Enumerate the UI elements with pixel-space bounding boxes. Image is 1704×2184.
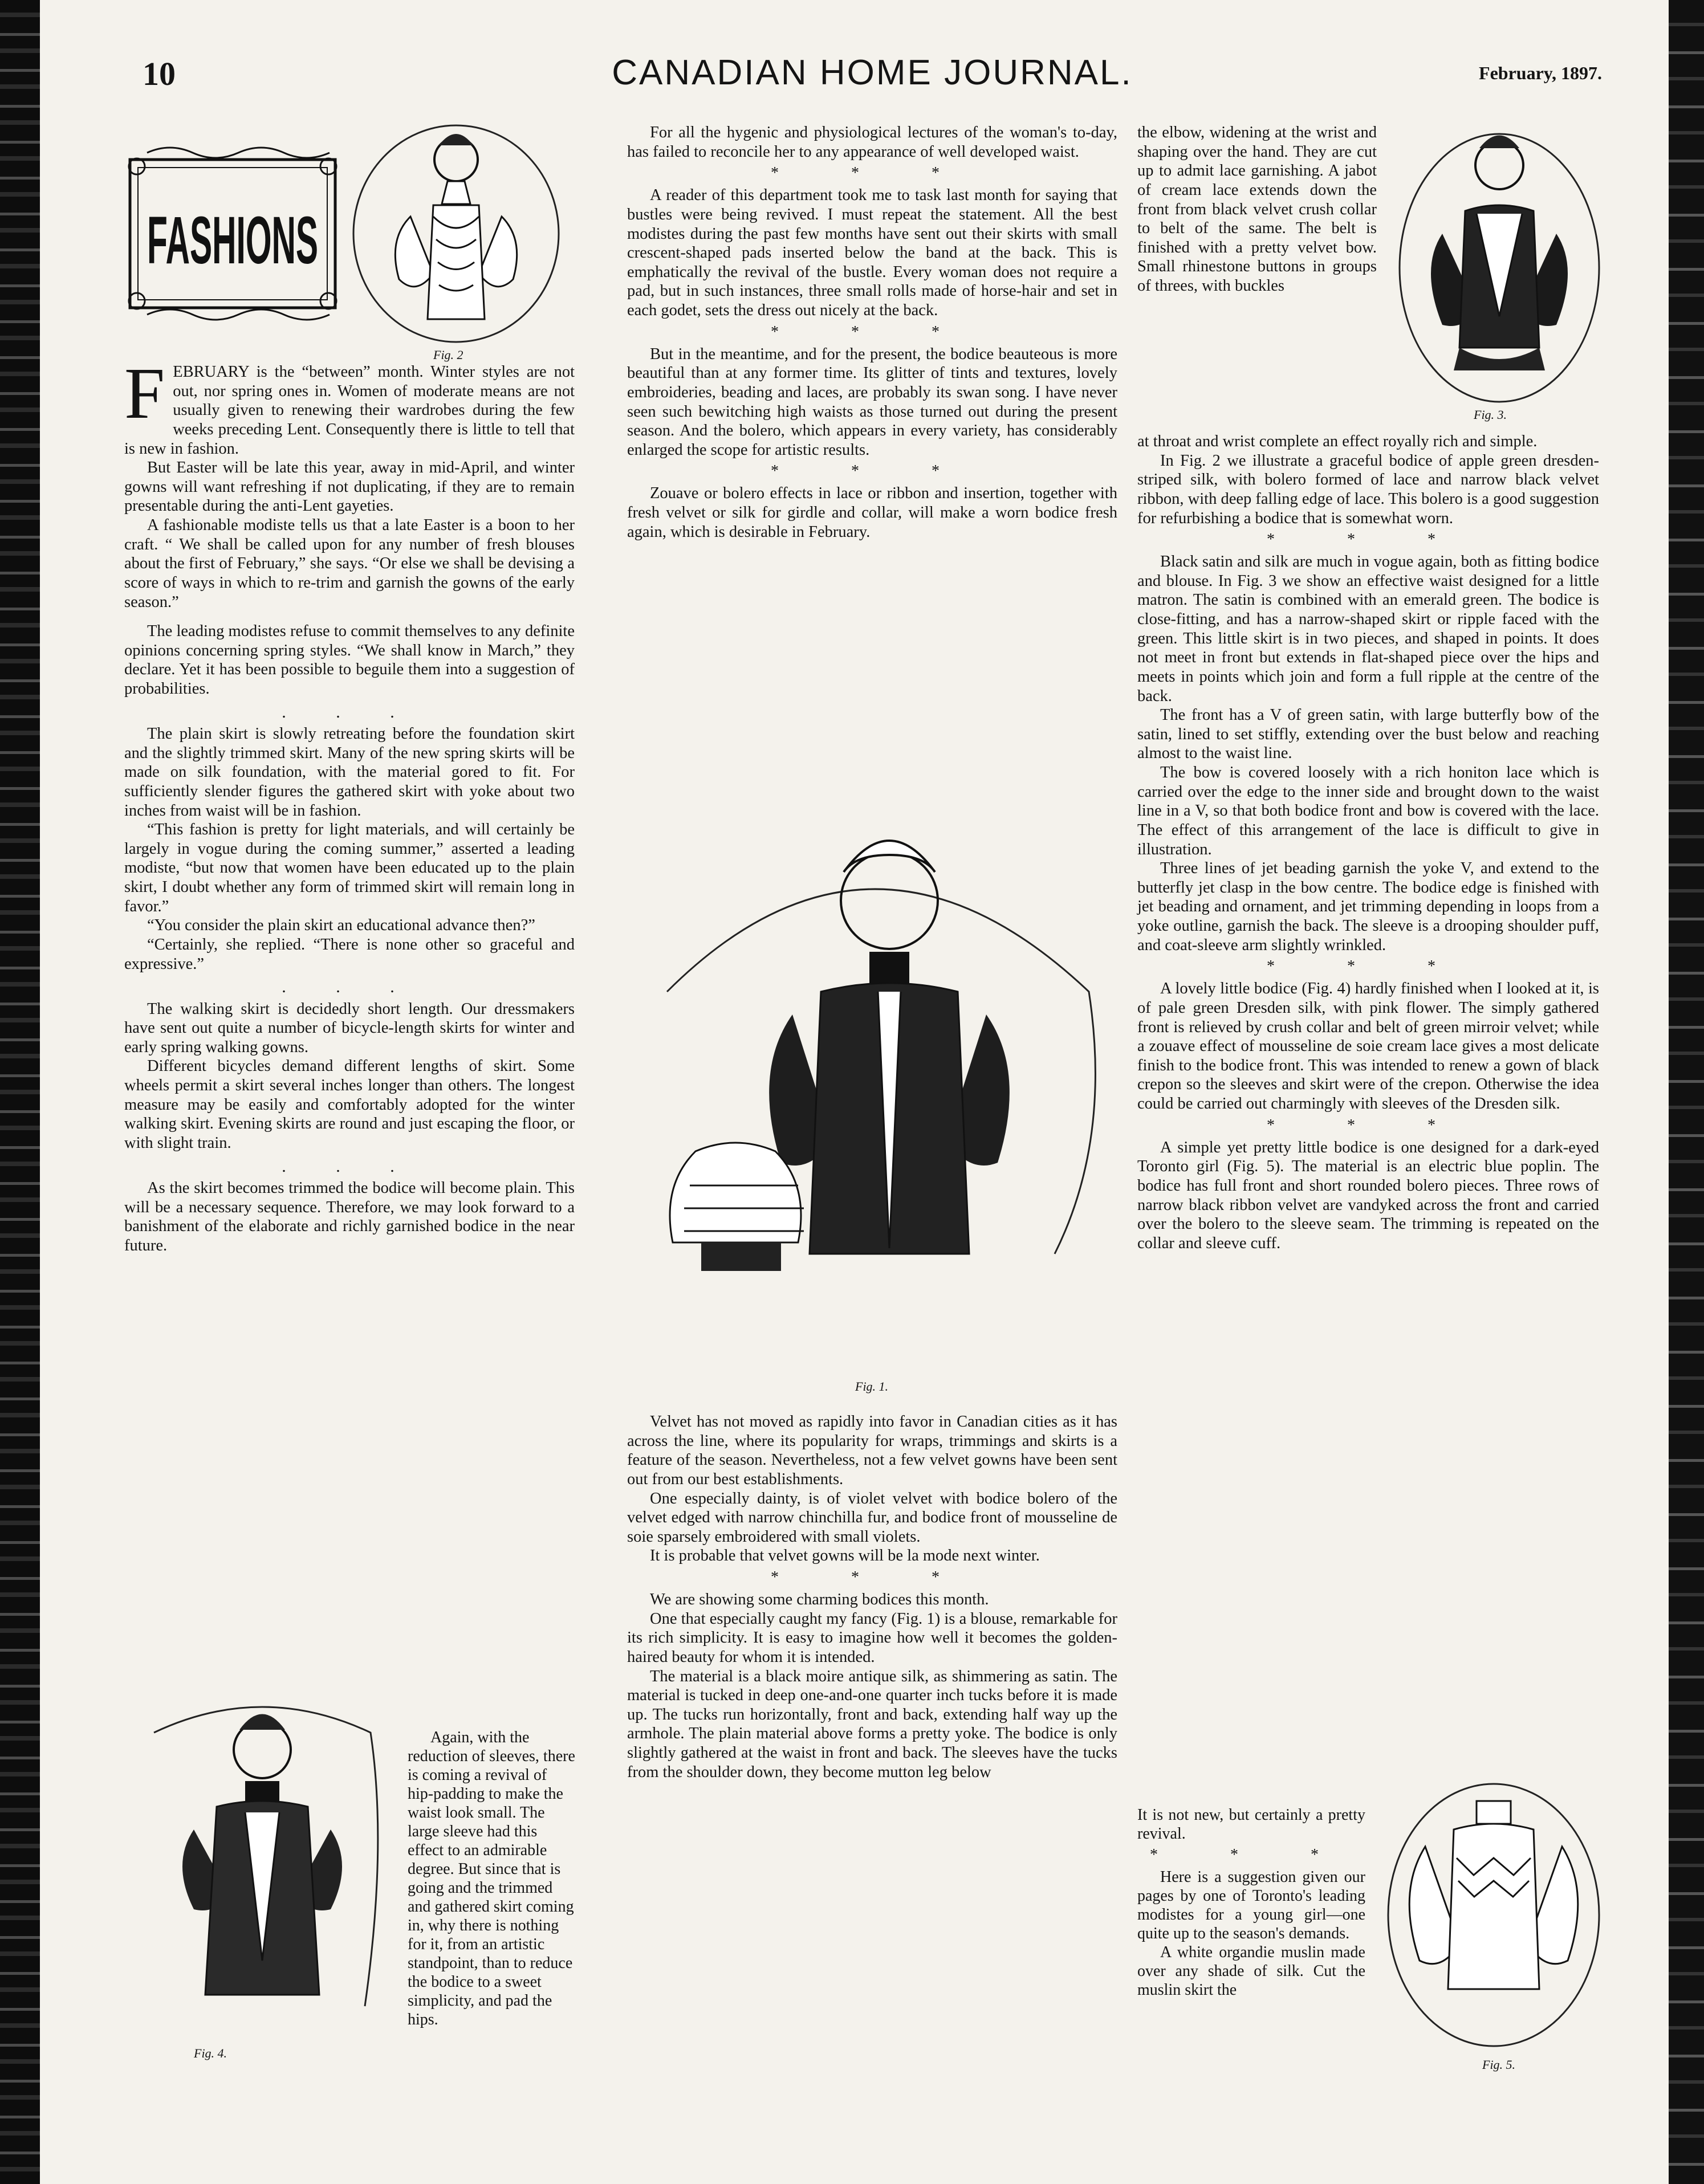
fig2-label: Fig. 2 xyxy=(433,348,463,362)
col1-paragraph-9: The walking skirt is decidedly short length. Our dressmakers have sent out quite a number of bicycle-length skirts for winter and early spring walking gowns. xyxy=(124,1000,575,1056)
col3-paragraph-8-end: It is not new, but certainly a pretty revival. xyxy=(1137,1806,1365,1843)
scan-edge-right xyxy=(1669,0,1704,2184)
col1-paragraph-1: EBRUARY is the “between” month. Winter styles are not out, nor spring ones in. Women of moderate means are not usually given to renewing their wardrobes during the few weeks preceding Lent. Consequently there is little to tell that is new in fashion. xyxy=(124,363,575,458)
col1-paragraph-12: Again, with the reduction of sleeves, there is coming a revival of hip-padding to make the waist look small. The large sleeve had this effect to an admirable degree. But since that is going and the trimmed and gathered skirt coming in, why there is nothing for it, from an artistic standpoint, than to reduce the bodice to a sweet simplicity, and pad the hips. xyxy=(408,1729,575,2029)
fashions-logo xyxy=(124,142,341,319)
fig3-illustration xyxy=(1391,120,1608,416)
fig1-illustration xyxy=(644,809,1112,1379)
section-separator: * * * xyxy=(1267,531,1470,549)
article-column-1-wrap xyxy=(408,1728,576,2030)
section-separator: . . . xyxy=(282,977,417,997)
col1-paragraph-6: “This fashion is pretty for light materials, and will certainly be largely in vogue during the coming summer,” asserted a leading modiste, “but now that women have been educated up to the plain skirt, I doubt whether any form of trimmed skirt will remain long in favor.” xyxy=(124,821,575,915)
col2-paragraph-4: Zouave or bolero effects in lace or ribbon and insertion, together with fresh velvet or silk for girdle and collar, will make a worn bodice fresh again, which is desirable in February. xyxy=(627,484,1117,541)
section-separator: * * * xyxy=(1267,957,1470,976)
col2-paragraph-2: A reader of this department took me to task last month for saying that bustles were being revived. I must repeat the statement. All the best modistes during the past few months have sent out their skirts with small crescent-shaped pads inserted below the band at the back. This is emphatically the revival of the bustle. Every woman does not require a pad, but in such instances, three small rolls made of horse-hair and set in each godet, sets the dress out nicely at the back. xyxy=(627,186,1117,320)
col3-paragraph-10: A white organdie muslin made over any shade of silk. Cut the muslin skirt the xyxy=(1137,1943,1365,1999)
article-column-3 xyxy=(1137,432,1599,1253)
section-separator: * * * xyxy=(771,1568,974,1586)
section-separator: . . . xyxy=(282,1156,417,1176)
section-separator: * * * xyxy=(771,323,974,341)
scan-edge-left xyxy=(0,0,40,2184)
fig2-illustration xyxy=(342,120,570,359)
article-column-2 xyxy=(627,123,1117,541)
drop-cap: F xyxy=(124,353,165,434)
article-column-3-bottom xyxy=(1137,1806,1365,1999)
col3-paragraph-5: The bow is covered loosely with a rich honiton lace which is carried over the edge to the inner side and brought down to the waist line in a V, so that both bodice front and bow is covered with the lace. The effect of this arrangement of the lace is difficult to give in illustration. xyxy=(1137,764,1599,858)
col1-paragraph-3: A fashionable modiste tells us that a late Easter is a boon to her craft. “ We shall be called upon for any number of fresh blouses about the first of February,” she says. “Or else we shall be devising a score of ways in which to re-trim and garnish the gowns of the early season.” xyxy=(124,516,575,611)
article-column-3-wrap xyxy=(1137,123,1377,296)
section-separator: * * * xyxy=(1150,1846,1353,1864)
section-separator: * * * xyxy=(771,164,974,182)
col3-paragraph-1: the elbow, widening at the wrist and shaping over the hand. They are cut up to admit lace garnishing. A jabot of cream lace extends down the front from black velvet crush collar to belt of the same. The belt is finished with a pretty velvet bow. Small rhinestone buttons in groups of threes, with buckles xyxy=(1137,124,1377,295)
section-separator: * * * xyxy=(1267,1116,1470,1134)
fig3-label: Fig. 3. xyxy=(1474,408,1507,422)
article-column-2-bottom xyxy=(627,1412,1117,1782)
col2-paragraph-6: One especially dainty, is of violet velvet with bodice bolero of the velvet edged with narrow chinchilla fur, and bodice front of mousseline de soie sparsely embroidered with small violets. xyxy=(627,1489,1117,1546)
col2-paragraph-8: We are showing some charming bodices this month. xyxy=(650,1591,989,1609)
col2-paragraph-5: Velvet has not moved as rapidly into favor in Canadian cities as it has across the line, where its popularity for wraps, trimmings and skirts is a feature of the season. Nevertheless, not a few velvet gowns have been sent out from our best establishments. xyxy=(627,1413,1117,1488)
col1-paragraph-8: “Certainly, she replied. “There is none other so graceful and expressive.” xyxy=(124,935,575,973)
col3-paragraph-8: A simple yet pretty little bodice is one designed for a dark-eyed Toronto girl (Fig. 5). The material is an electric blue poplin. The bodice has full front and short rounded bolero pieces. Three rows of narrow black ribbon velvet are vandyked across the front and carried over the bolero to the sleeve seam. The trimming is repeated on the collar and sleeve cuff. xyxy=(1137,1138,1599,1252)
col1-paragraph-11: As the skirt becomes trimmed the bodice will become plain. This will be a necessary sequence. Therefore, we may look forward to a banishment of the elaborate and richly garnished bodice in the near future. xyxy=(124,1179,575,1254)
section-separator: . . . xyxy=(282,702,417,722)
fig5-label: Fig. 5. xyxy=(1482,2057,1516,2072)
page-header xyxy=(143,52,1602,115)
col3-paragraph-4: The front has a V of green satin, with large butterfly bow of the satin, lined to set stiffly, extending over the bust below and reaching almost to the waist line. xyxy=(1137,706,1599,763)
section-separator: * * * xyxy=(771,462,974,480)
fig4-illustration xyxy=(131,1698,393,2046)
fashions-word: FASHIONS xyxy=(147,203,318,278)
col3-paragraph-9: Here is a suggestion given our pages by one of Toronto's leading modistes for a young girl—one quite up to the season's demands. xyxy=(1137,1868,1365,1943)
fig4-label: Fig. 4. xyxy=(194,2046,227,2060)
col1-paragraph-4: The leading modistes refuse to commit themselves to any definite opinions concerning spring styles. “We shall know in March,” they declare. Yet it has been possible to beguile them into a suggestion of probabilities. xyxy=(124,622,575,698)
col2-paragraph-1: For all the hygenic and physiological lectures of the woman's to-day, has failed to reconcile her to any appearance of well developed waist. xyxy=(627,124,1117,161)
journal-title: CANADIAN HOME JOURNAL. xyxy=(612,53,1133,92)
col3-paragraph-6: Three lines of jet beading garnish the yoke V, and extend to the butterfly jet clasp in the bow centre. The bodice edge is finished with jet beading and ornament, and jet trimming depending in loops from a yoke outline, garnish the back. The sleeve is a drooping shoulder puff, and coat-sleeve arm slightly wrinkled. xyxy=(1137,859,1599,954)
page-number: 10 xyxy=(143,55,176,92)
fig1-label: Fig. 1. xyxy=(855,1379,889,1393)
col1-paragraph-10: Different bicycles demand different lengths of skirt. Some wheels permit a skirt several inches longer than others. The longest measure may be easily and comfortably adopted for the winter walking skirt. Evening skirts are round and just escaping the floor, or with slight train. xyxy=(124,1057,575,1152)
col2-paragraph-10: The material is a black moire antique silk, as shimmering as satin. The material is tucked in deep one-and-one quarter inch tucks before it is made up. The tucks run horizontally, front and back, extending half way up the armhole. The plain material above forms a pretty yoke. The bodice is only slightly gathered at the waist in front and back. The sleeves have the tucks from the shoulder down, they become mutton leg below xyxy=(627,1667,1117,1781)
issue-date: February, 1897. xyxy=(1479,63,1602,83)
col1-paragraph-7: “You consider the plain skirt an educational advance then?” xyxy=(147,916,535,935)
col2-paragraph-7: It is probable that velvet gowns will be la mode next winter. xyxy=(650,1547,1040,1565)
col2-paragraph-9: One that especially caught my fancy (Fig. 1) is a blouse, remarkable for its rich simplicity. It is easy to imagine how well it becomes the golden-haired beauty for whom it is intended. xyxy=(627,1610,1117,1666)
col3-paragraph-2: In Fig. 2 we illustrate a graceful bodice of apple green dresden-striped silk, with bolero formed of lace and narrow black velvet ribbon, with deep falling edge of lace. This bolero is a good suggestion for refurbishing a bodice that is somewhat worn. xyxy=(1137,451,1599,527)
col1-paragraph-5: The plain skirt is slowly retreating before the foundation skirt and the slightly trimmed skirt. Many of the new spring skirts will be made on silk foundation, with the material gored to fit. For sufficiently slender figures the gathered skirt with yoke about two inches from waist will be in fashion. xyxy=(124,725,575,820)
col1-paragraph-2: But Easter will be late this year, away in mid-April, and winter gowns will want refreshing if not duplicating, if they are to remain presentable during the anti-Lent gayeties. xyxy=(124,459,575,515)
col2-paragraph-3: But in the meantime, and for the present, the bodice beauteous is more beautiful than at any former time. Its glitter of tints and textures, lovely embroideries, beading and laces, are probably its swan song. I have never seen such bewitching high waists as those turned out during the present season. And the bolero, which appears in every variety, has considerably enlarged the scope for artistic results. xyxy=(627,345,1117,459)
col3-paragraph-7: A lovely little bodice (Fig. 4) hardly finished when I looked at it, is of pale green Dresden silk, with pink flower. The simply gathered front is relieved by crush collar and belt of green mirroir velvet; while a zouave effect of mousseline de soie cream lace gives a most delicate finish to the bodice front. This was intended to renew a gown of black crepon so the sleeves and skirt were of the crepon. Otherwise the idea could be carried out charmingly with sleeves of the Dresden silk. xyxy=(1137,980,1599,1113)
fig5-illustration xyxy=(1380,1767,1608,2063)
col3-paragraph-3: Black satin and silk are much in vogue again, both as fitting bodice and blouse. In Fig. 3 we show an effective waist designed for a little matron. The satin is combined with an emerald green. The bodice is close-fitting, and has a narrow-shaped skirt or ripple faced with the green. This little skirt is in two pieces, and shaped in points. It does not meet in front but extends in flat-shaped piece over the hips and meets in points which join and form a full ripple at the centre of the back. xyxy=(1137,553,1599,705)
col3-paragraph-1-end: at throat and wrist complete an effect royally rich and simple. xyxy=(1137,433,1538,450)
